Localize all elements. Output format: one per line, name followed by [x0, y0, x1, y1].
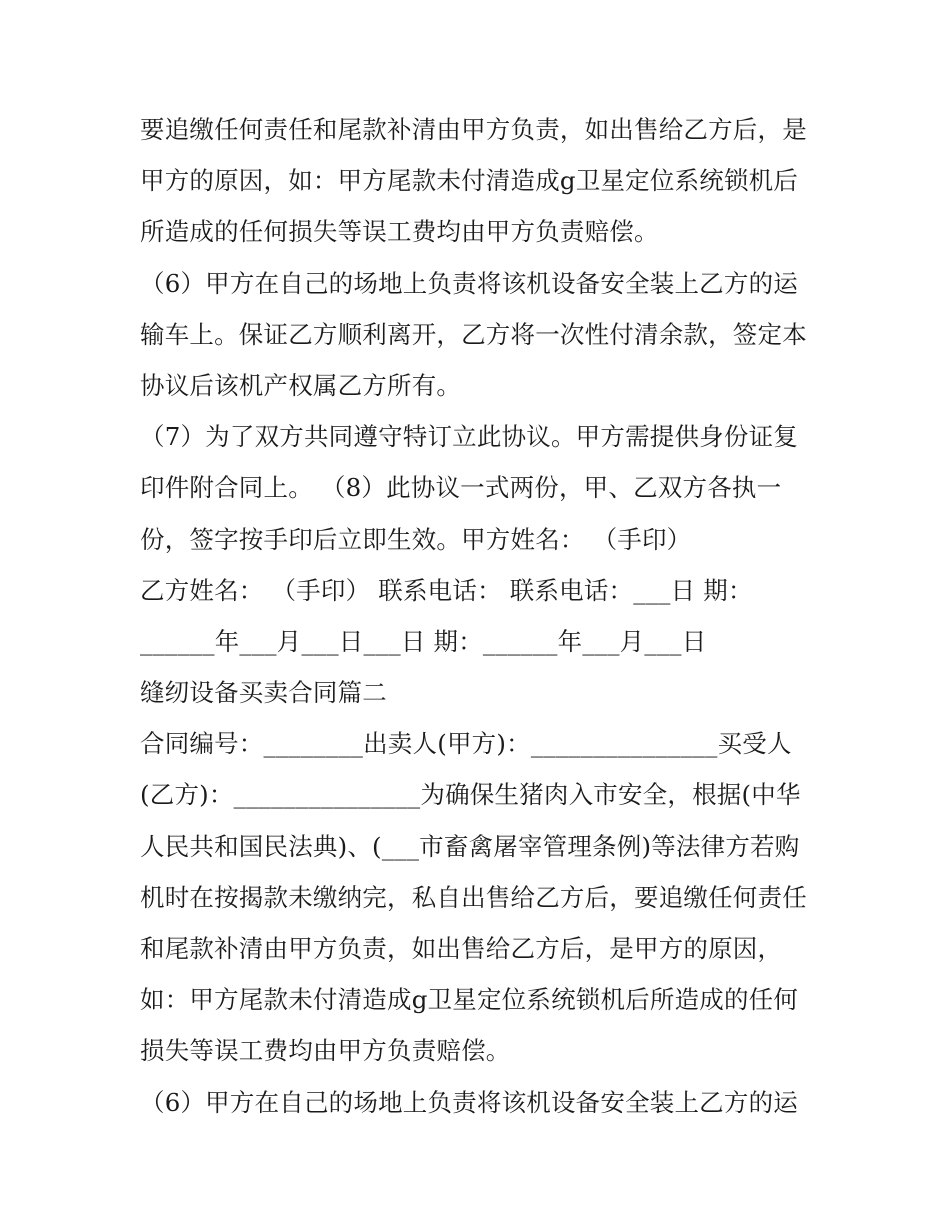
document-body [140, 104, 820, 1128]
text-line: （6）甲方在自己的场地上负责将该机设备安全装上乙方的运 [140, 268, 798, 298]
text-line: 合同编号：________出卖人(甲方)：_______________买受人 [140, 729, 792, 759]
text-line: 机时在按揭款未缴纳完，私自出售给乙方后，要追缴任何责任 [140, 882, 807, 912]
text-line: 要追缴任何责任和尾款补清由甲方负责，如出售给乙方后，是 [140, 115, 807, 144]
text-line: 所造成的任何损失等误工费均由甲方负责赔偿。 [140, 217, 659, 247]
text-line: 乙方姓名： （手印） 联系电话： 联系电话：___日 期： [140, 575, 753, 605]
text-line: 协议后该机产权属乙方所有。 [140, 370, 462, 400]
text-line: 如：甲方尾款未付清造成g卫星定位系统锁机后所造成的任何 [140, 985, 799, 1015]
text-line: ______年___月___日___日 期：______年___月___日 [140, 626, 707, 656]
text-line: 甲方的原因，如：甲方尾款未付清造成g卫星定位系统锁机后 [140, 166, 799, 196]
text-line: 印件附合同上。 （8）此协议一式两份，甲、乙双方各执一 [140, 473, 782, 503]
text-line: 人民共和国民法典)、(___市畜禽屠宰管理条例)等法律方若购 [140, 831, 800, 861]
text-line: 和尾款补清由甲方负责，如出售给乙方后，是甲方的原因， [140, 934, 783, 963]
text-line: （7）为了双方共同遵守特订立此协议。甲方需提供身份证复 [140, 422, 798, 452]
text-line: （6）甲方在自己的场地上负责将该机设备安全装上乙方的运 [140, 1087, 798, 1117]
text-line: 输车上。保证乙方顺利离开，乙方将一次性付清余款，签定本 [140, 319, 807, 349]
text-line: 份，签字按手印后立即生效。甲方姓名： （手印） [140, 524, 692, 554]
text-line: 损失等误工费均由甲方负责赔偿。 [140, 1036, 511, 1066]
text-line: (乙方)：_______________为确保生猪肉入市安全，根据(中华 [140, 780, 801, 810]
section-heading: 缝纫设备买卖合同篇二 [140, 678, 387, 708]
